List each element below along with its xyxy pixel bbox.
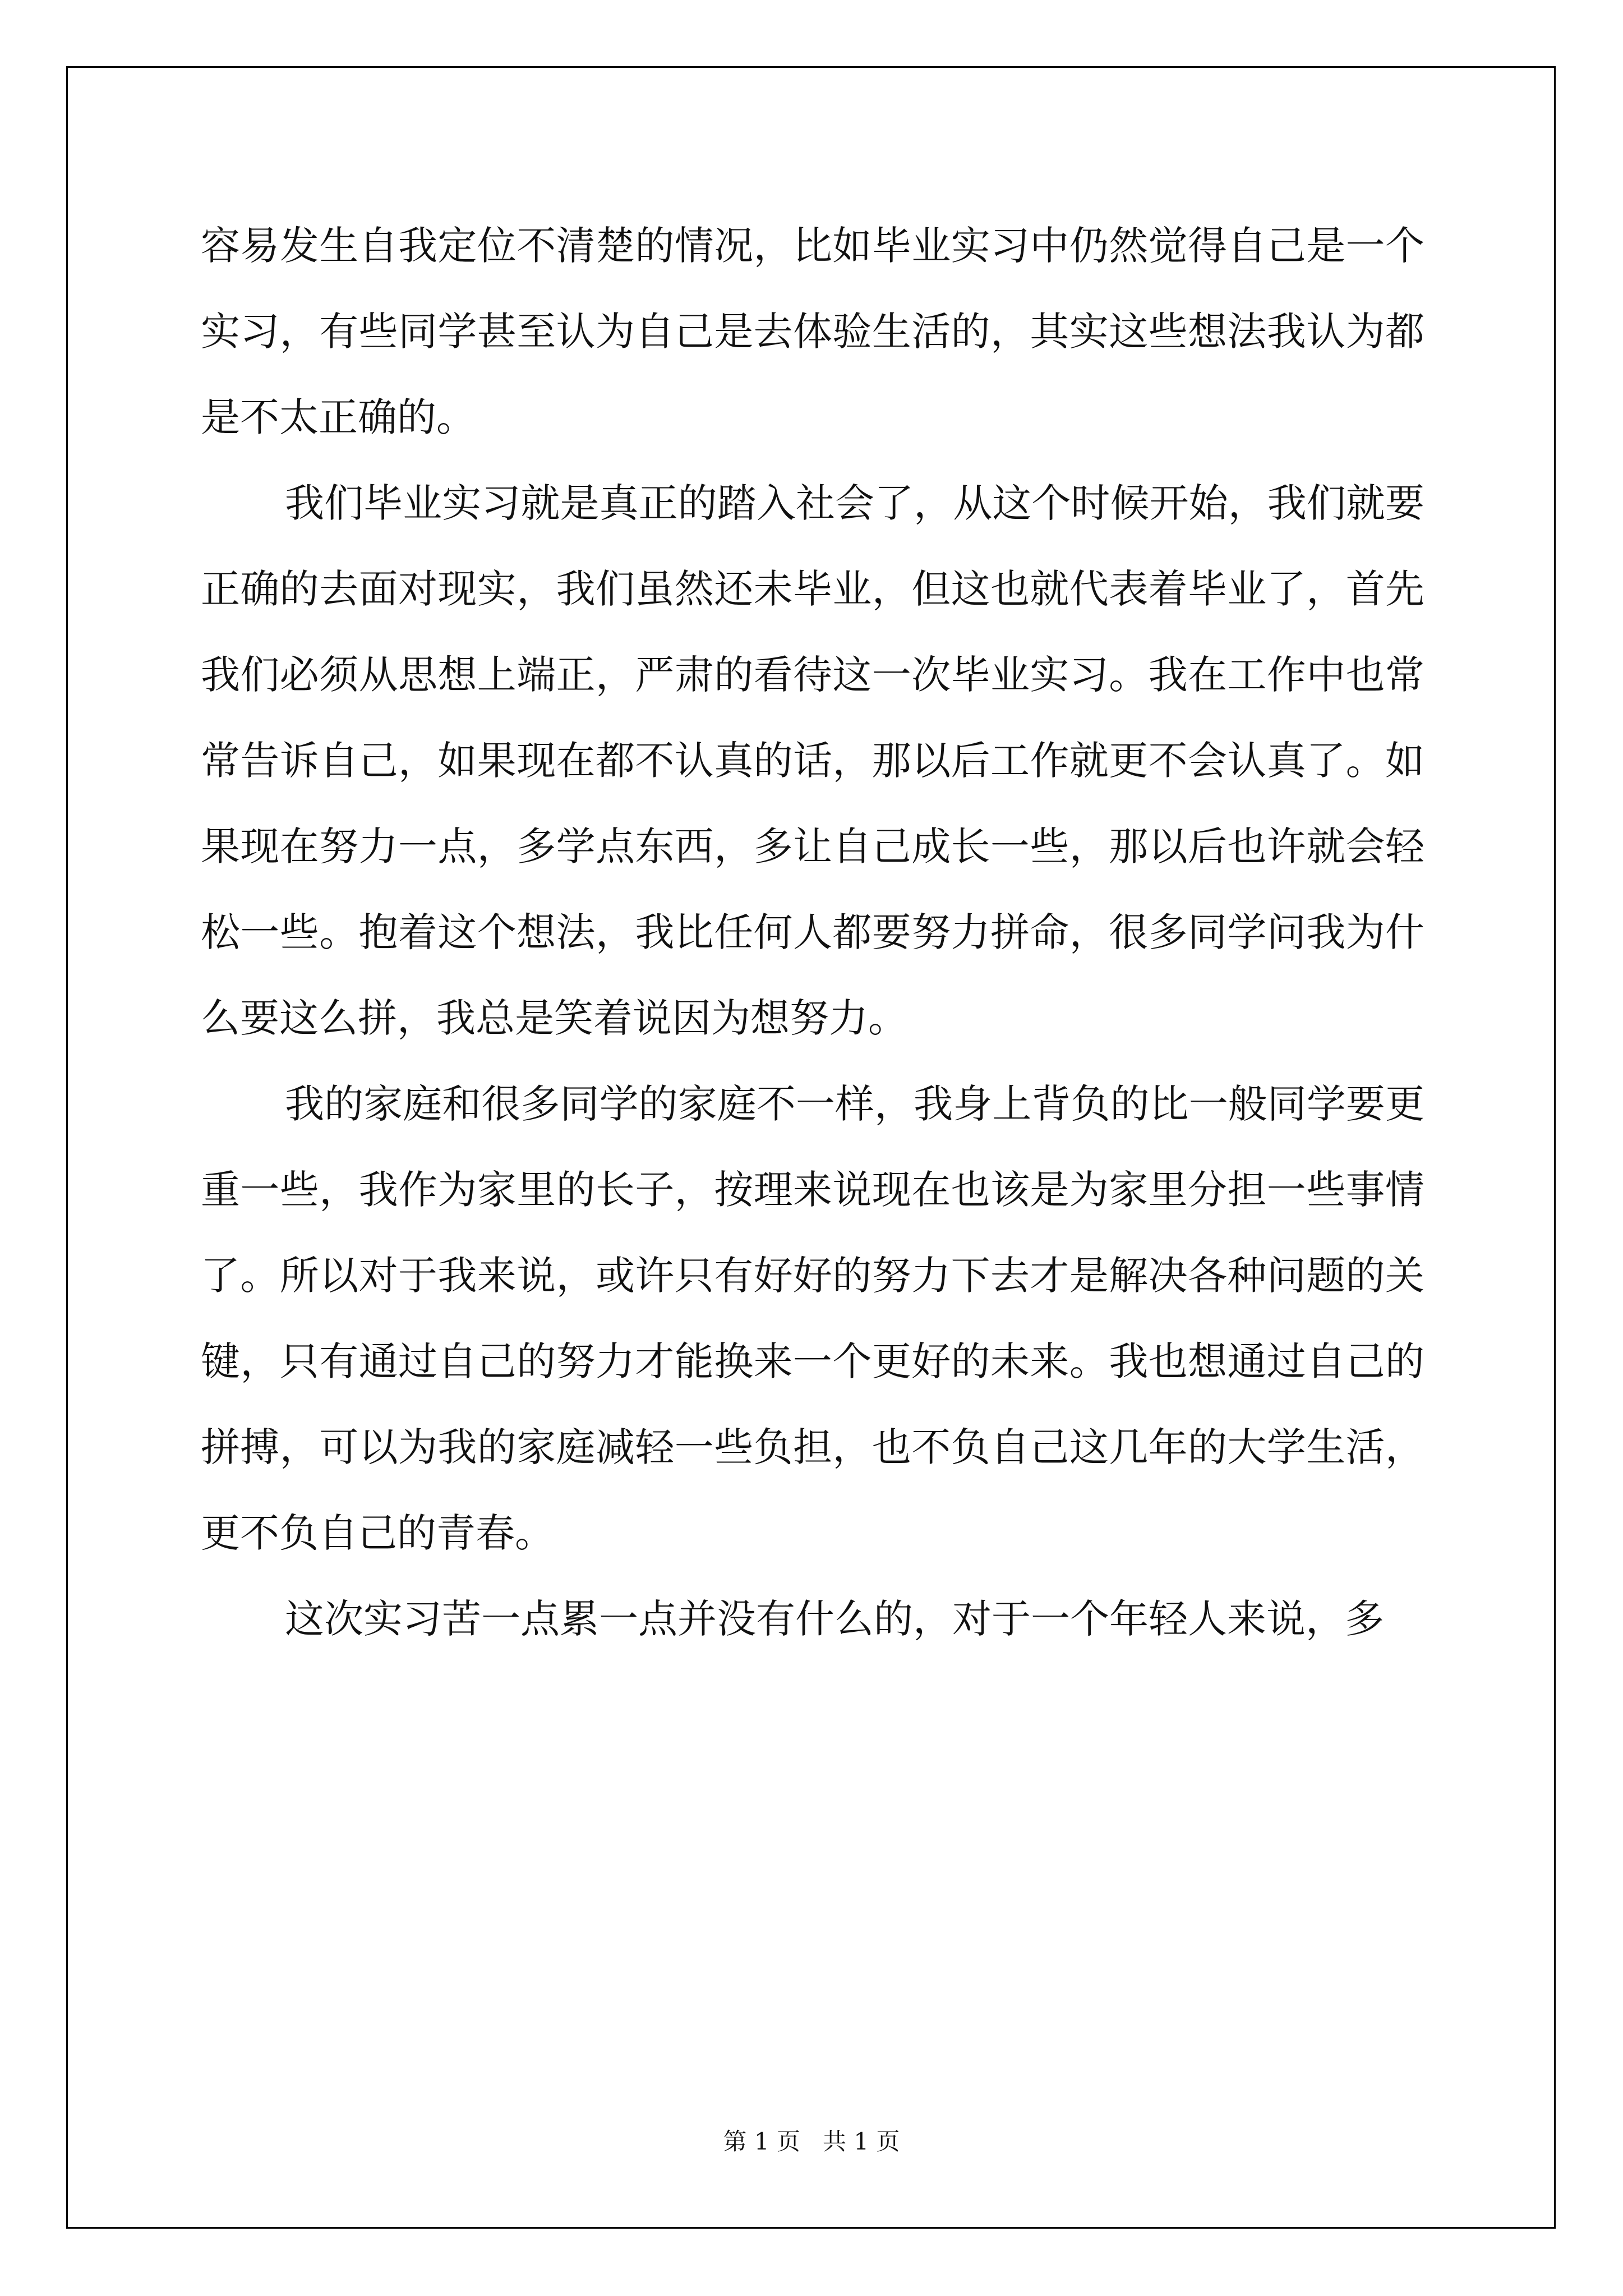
paragraph-1: 容易发生自我定位不清楚的情况，比如毕业实习中仍然觉得自己是一个实习，有些同学甚至认为自己是去体验生活的，其实这些想法我认为都是不太正确的。 (201, 223, 1424, 440)
paragraph-4: 这次实习苦一点累一点并没有什么的，对于一个年轻人来说，多 (285, 1596, 1384, 1642)
document-body (201, 203, 1424, 1662)
paragraph-2: 我们毕业实习就是真正的踏入社会了，从这个时候开始，我们就要正确的去面对现实，我们虽然还未毕业，但这也就代表着毕业了，首先我们必须从思想上端正，严肃的看待这一次毕业实习。我在工作中也常常告诉自己，如果现在都不认真的话，那以后工作就更不会认真了。如果现在努力一点，多学点东西，多让自己成长一些，那以后也许就会轻松一些。抱着这个想法，我比任何人都要努力拼命，很多同学问我为什么要这么拼，我总是笑着说因为想努力。 (201, 480, 1424, 1041)
page-number-footer: 第 1 页 共 1 页 (723, 2128, 900, 2155)
paragraph-3: 我的家庭和很多同学的家庭不一样，我身上背负的比一般同学要更重一些，我作为家里的长子，按理来说现在也该是为家里分担一些事情了。所以对于我来说，或许只有好好的努力下去才是解决各种问题的关键，只有通过自己的努力才能换来一个更好的未来。我也想通过自己的拼搏，可以为我的家庭减轻一些负担，也不负自己这几年的大学生活，更不负自己的青春。 (201, 1081, 1424, 1556)
